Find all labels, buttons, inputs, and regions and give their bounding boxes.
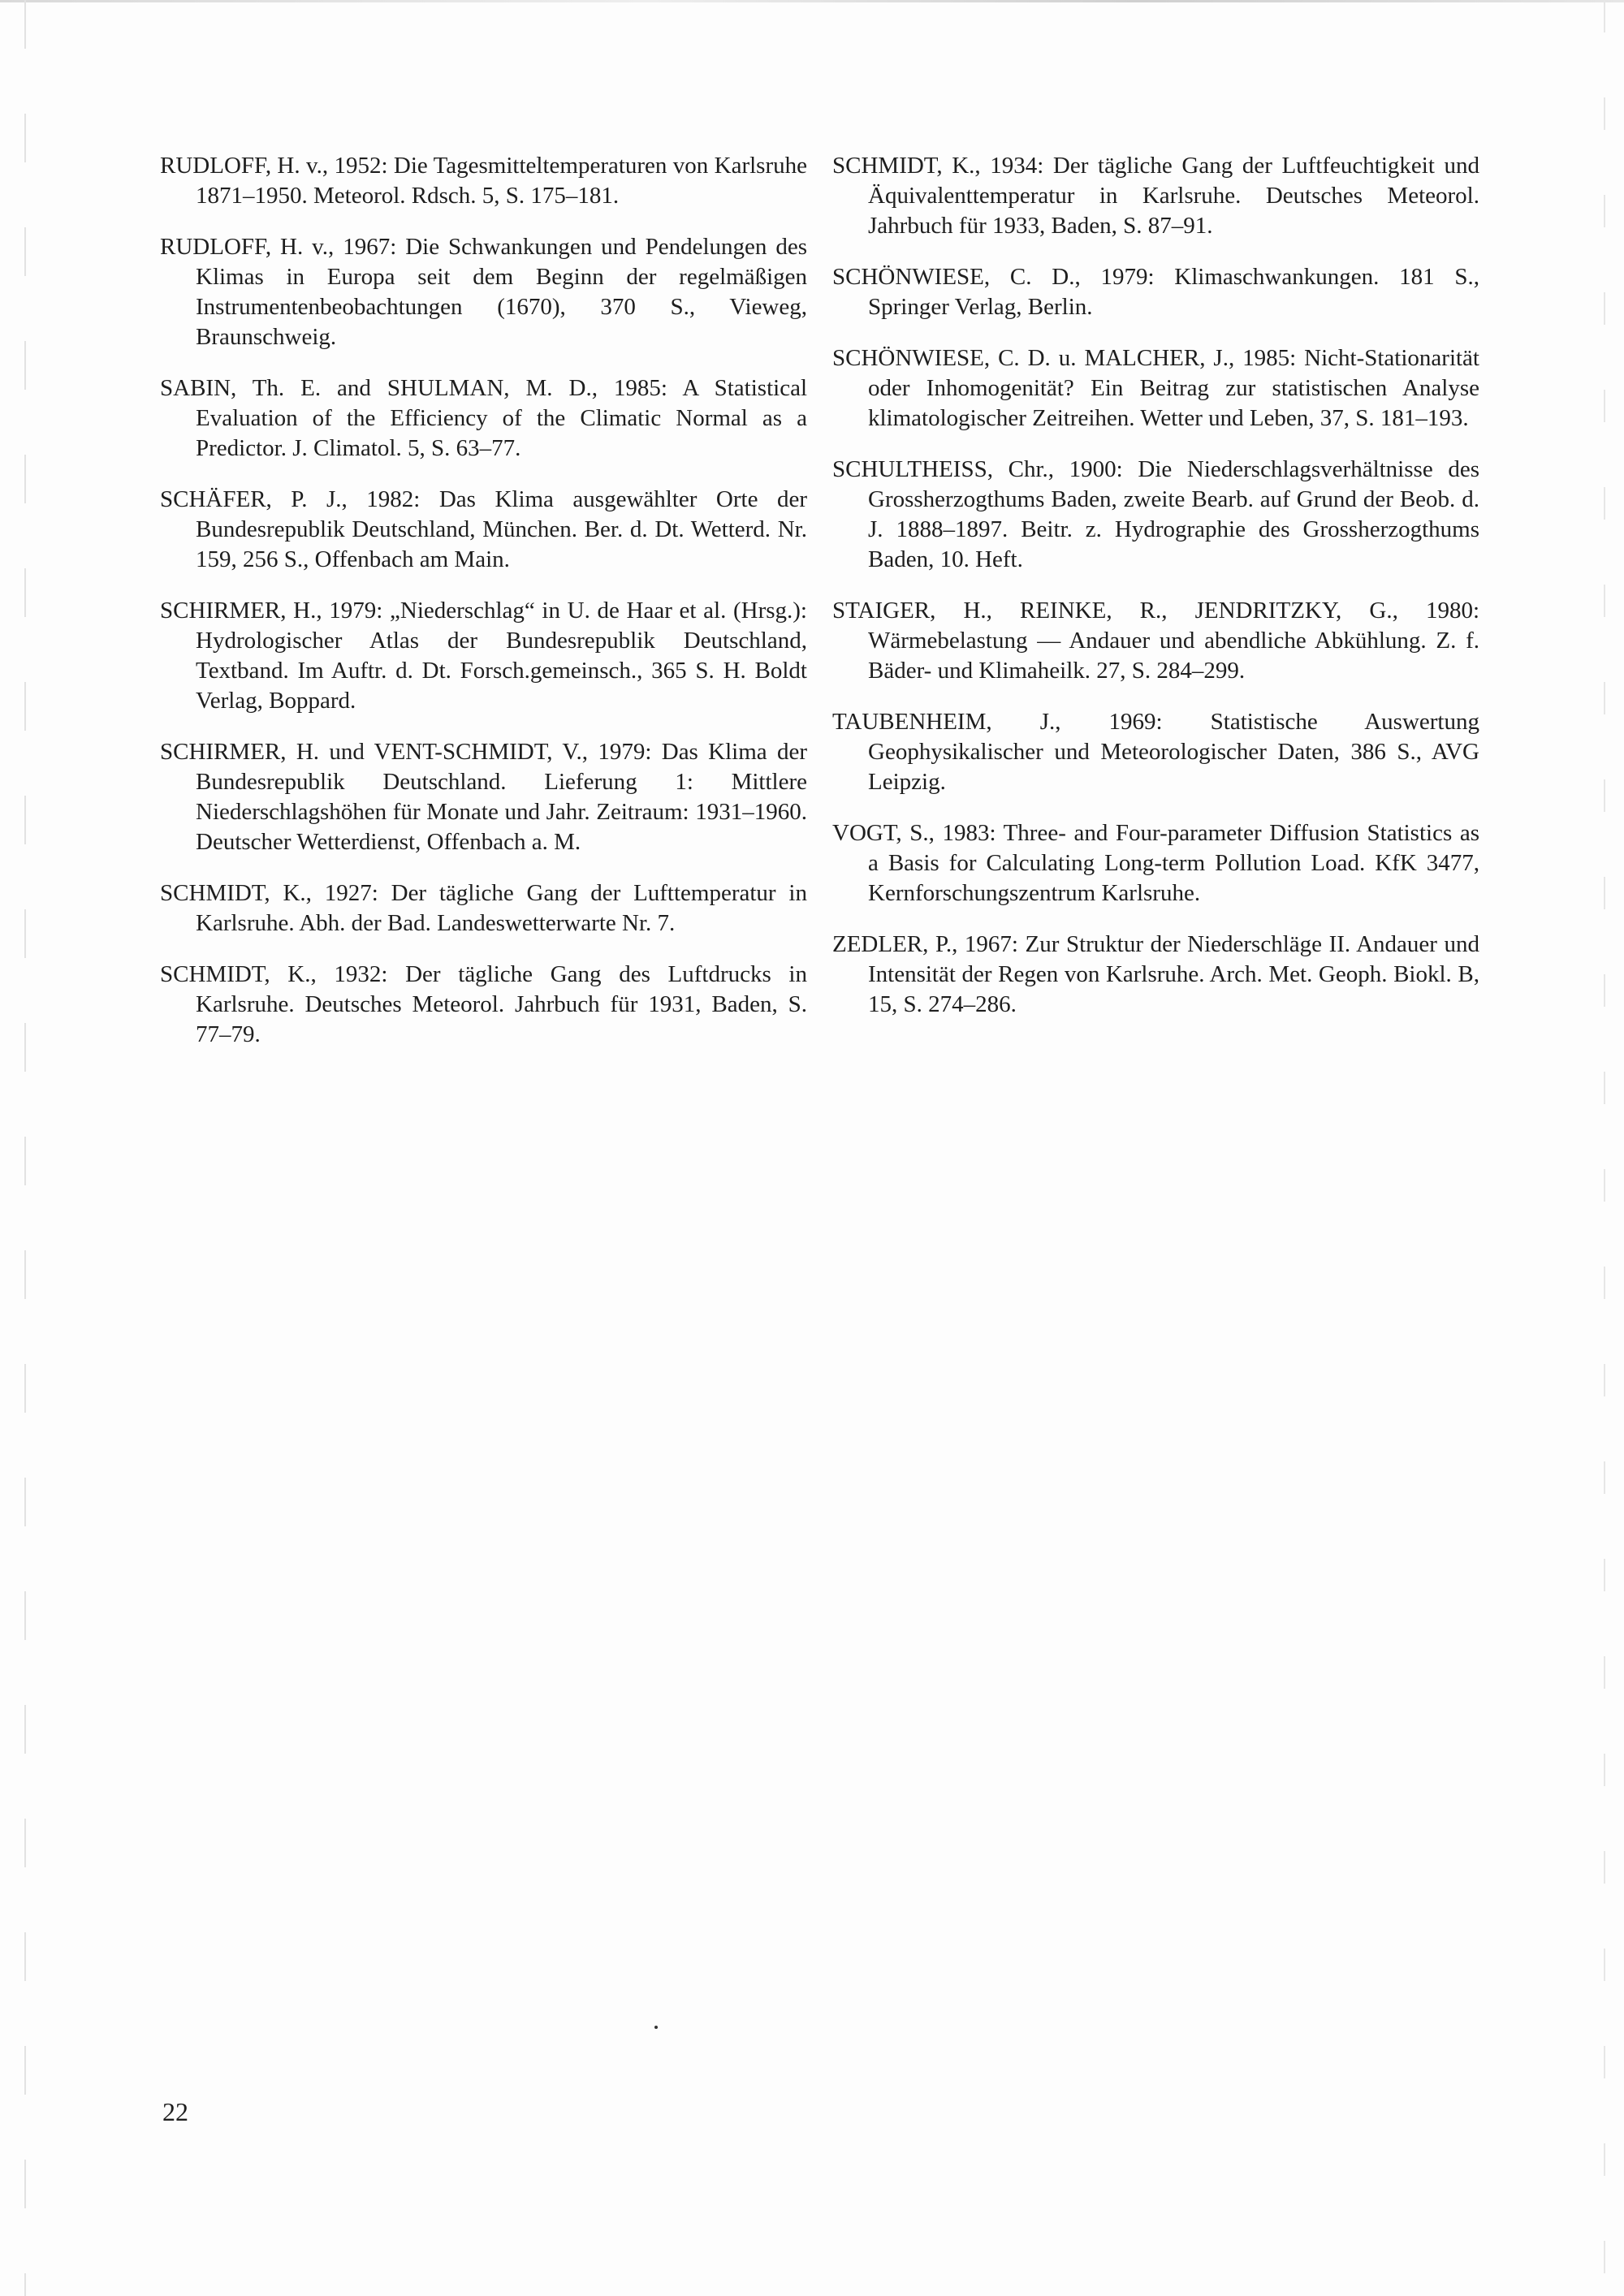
reference-rudloff-1952: RUDLOFF, H. v., 1952: Die Tagesmitteltemperaturen von Karlsruhe 1871–1950. Meteorol. Rdsch. 5, S. 175–181.: [160, 153, 807, 209]
reference-schmidt-1934: SCHMIDT, K., 1934: Der tägliche Gang der Luftfeuchtigkeit und Äquivalenttemperatur in Karlsruhe. Deutsches Meteorol. Jahrbuch für 1933, Baden, S. 87–91.: [832, 153, 1479, 239]
reference-schmidt-1927: SCHMIDT, K., 1927: Der tägliche Gang der Lufttemperatur in Karlsruhe. Abh. der Bad. Landeswetterwarte Nr. 7.: [160, 880, 807, 936]
reference-taubenheim-1969: TAUBENHEIM, J., 1969: Statistische Auswertung Geophysikalischer und Meteorologischer Daten, 386 S., AVG Leipzig.: [832, 709, 1479, 795]
reference-schoenwiese-1979: SCHÖNWIESE, C. D., 1979: Klimaschwankungen. 181 S., Springer Verlag, Berlin.: [832, 264, 1479, 320]
scan-edge-right: [1604, 0, 1605, 2296]
reference-schmidt-1932: SCHMIDT, K., 1932: Der tägliche Gang des Luftdrucks in Karlsruhe. Deutsches Meteorol. Jahrbuch für 1931, Baden, S. 77–79.: [160, 961, 807, 1047]
reference-schirmer-1979: SCHIRMER, H., 1979: „Niederschlag“ in U. de Haar et al. (Hrsg.): Hydrologischer Atlas der Bundesrepublik Deutschland, Textband. Im Auftr. d. Dt. Forsch.gemeinsch., 365 S. H. Boldt Verlag, Boppard.: [160, 598, 807, 714]
reference-rudloff-1967: RUDLOFF, H. v., 1967: Die Schwankungen und Pendelungen des Klimas in Europa seit dem Beginn der regelmäßigen Instrumentenbeobachtungen (1670), 370 S., Vieweg, Braunschweig.: [160, 234, 807, 350]
page-number: 22: [162, 2097, 188, 2126]
scan-edge-left: [24, 0, 26, 2296]
reference-staiger-1980: STAIGER, H., REINKE, R., JENDRITZKY, G., 1980: Wärmebelastung — Andauer und abendliche Abkühlung. Z. f. Bäder- und Klimaheilk. 27, S. 284–299.: [832, 598, 1479, 684]
reference-schultheiss-1900: SCHULTHEISS, Chr., 1900: Die Niederschlagsverhältnisse des Grossherzogthums Baden, zweite Bearb. auf Grund der Beob. d. J. 1888–1897. Beitr. z. Hydrographie des Grossherzogthums Baden, 10. Heft.: [832, 456, 1479, 572]
scan-edge-top: [0, 0, 1624, 2]
scan-dot-mark: [654, 2026, 658, 2029]
reference-vogt-1983: VOGT, S., 1983: Three- and Four-parameter Diffusion Statistics as a Basis for Calculating Long-term Pollution Load. KfK 3477, Kernforschungszentrum Karlsruhe.: [832, 820, 1479, 906]
reference-schirmer-vent-schmidt-1979: SCHIRMER, H. und VENT-SCHMIDT, V., 1979: Das Klima der Bundesrepublik Deutschland. Lieferung 1: Mittlere Niederschlagshöhen für Monate und Jahr. Zeitraum: 1931–1960. Deutscher Wetterdienst, Offenbach a. M.: [160, 739, 807, 855]
reference-schaefer-1982: SCHÄFER, P. J., 1982: Das Klima ausgewählter Orte der Bundesrepublik Deutschland, München. Ber. d. Dt. Wetterd. Nr. 159, 256 S., Offenbach am Main.: [160, 486, 807, 572]
reference-zedler-1967: ZEDLER, P., 1967: Zur Struktur der Niederschläge II. Andauer und Intensität der Regen von Karlsruhe. Arch. Met. Geoph. Biokl. B, 15, S. 274–286.: [832, 931, 1479, 1017]
references-left-column: [160, 151, 807, 1071]
reference-sabin-shulman-1985: SABIN, Th. E. and SHULMAN, M. D., 1985: A Statistical Evaluation of the Efficiency of the Climatic Normal as a Predictor. J. Climatol. 5, S. 63–77.: [160, 375, 807, 461]
reference-schoenwiese-malcher-1985: SCHÖNWIESE, C. D. u. MALCHER, J., 1985: Nicht-Stationarität oder Inhomogenität? Ein Beitrag zur statistischen Analyse klimatologischer Zeitreihen. Wetter und Leben, 37, S. 181–193.: [832, 345, 1479, 431]
references-right-column: [832, 151, 1479, 1041]
